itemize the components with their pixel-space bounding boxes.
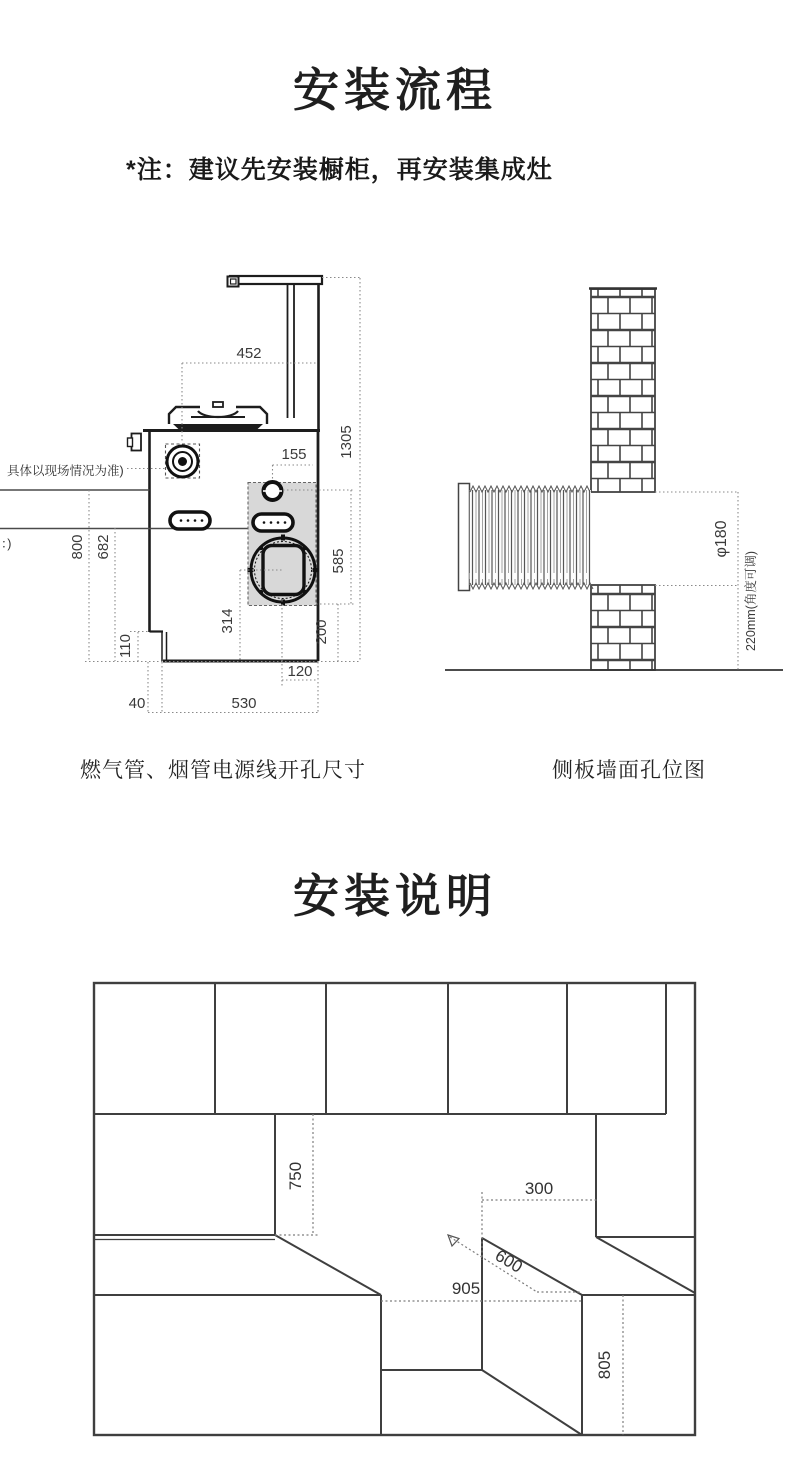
dim-220mm-label: 220mm(角度可调): [744, 550, 758, 652]
cutoff-note: ：): [1, 537, 12, 551]
dim-682-label: 682: [95, 534, 112, 560]
dim-530-label: 530: [231, 695, 257, 712]
wall-diagram-caption: 侧板墙面孔位图: [552, 759, 706, 782]
dim-805-label: 805: [595, 1350, 614, 1380]
cabinet-cutout-diagram: [85, 975, 705, 1445]
section-title-flow: 安装流程: [293, 64, 497, 116]
stove-hole-diagram: [0, 255, 370, 730]
dim-905-label: 905: [451, 1279, 481, 1298]
cabinet-dimension-lines: [275, 1114, 623, 1435]
dim-452-label: 452: [236, 345, 262, 362]
wall-dimension-lines: [655, 492, 738, 670]
dim-800-label: 800: [69, 534, 86, 560]
site-condition-note: 具体以现场情况为准): [7, 464, 124, 478]
control-knob: [166, 444, 200, 478]
dim-750-label: 750: [286, 1161, 305, 1191]
gas-pipe-slot-left: [170, 512, 210, 529]
wall-hole-diagram: [440, 280, 790, 680]
dim-200-label: 200: [313, 619, 330, 645]
brick-wall: [589, 289, 657, 671]
dim-600-label: 600: [491, 1245, 526, 1277]
flue-duct: [459, 484, 594, 591]
reference-lines: [0, 490, 255, 529]
install-note: *注：建议先安装橱柜，再安装集成灶: [126, 156, 553, 184]
dim-585-label: 585: [330, 548, 347, 574]
depth-arrowhead: [448, 1235, 459, 1246]
dim-40-label: 40: [128, 695, 146, 712]
gas-pipe-slot-right: [253, 514, 293, 531]
cooktop-burner: [169, 402, 267, 431]
dim-110-label: 110: [117, 634, 134, 658]
duct-teeth-top: [470, 486, 590, 492]
dim-phi180-label: φ180: [713, 520, 730, 558]
dim-314-label: 314: [219, 608, 236, 634]
hole-zone: [170, 482, 319, 606]
dim-1305-label: 1305: [338, 425, 355, 459]
dim-300-label: 300: [524, 1179, 554, 1198]
dim-120-label: 120: [287, 663, 313, 680]
hole-diagram-caption: 燃气管、烟管电源线开孔尺寸: [80, 759, 366, 782]
dim-155-label: 155: [281, 446, 307, 463]
section-title-install: 安装说明: [293, 870, 497, 922]
